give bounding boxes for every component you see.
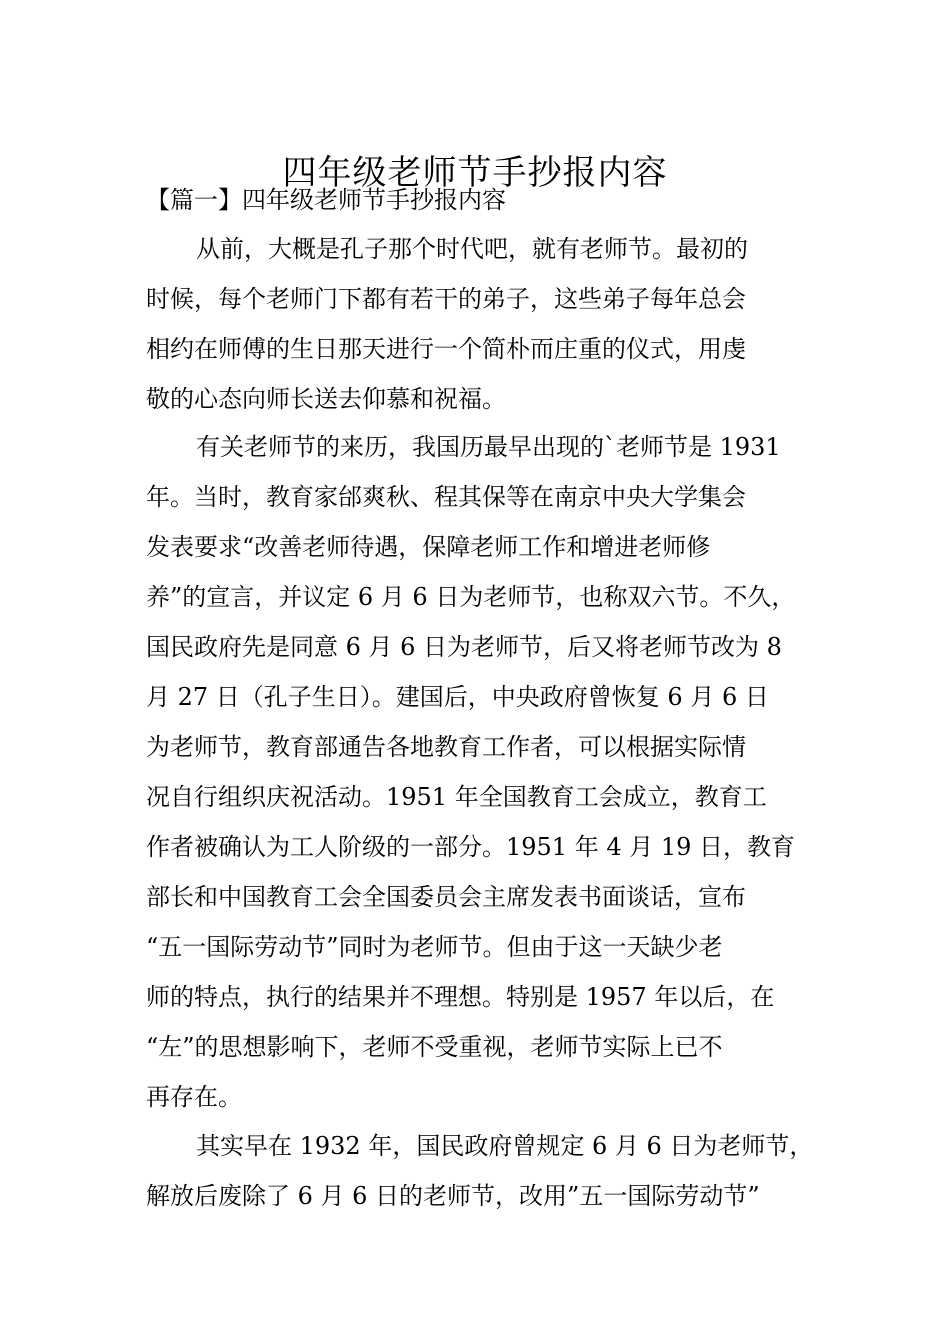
paragraph-line: 时候，每个老师门下都有若干的弟子，这些弟子每年总会 xyxy=(146,285,746,313)
paragraph-line: 国民政府先是同意 6 月 6 日为老师节，后又将老师节改为 8 xyxy=(146,633,782,661)
paragraph-line: 部长和中国教育工会全国委员会主席发表书面谈话，宣布 xyxy=(146,883,746,911)
document-title: 四年级老师节手抄报内容 xyxy=(282,152,668,193)
paragraph-line: 相约在师傅的生日那天进行一个简朴而庄重的仪式，用虔 xyxy=(146,335,746,363)
paragraph-line: “左”的思想影响下，老师不受重视，老师节实际上已不 xyxy=(146,1033,723,1061)
paragraph-line: 再存在。 xyxy=(146,1083,242,1111)
paragraph-line: 作者被确认为工人阶级的一部分。1951 年 4 月 19 日，教育 xyxy=(146,833,796,861)
paragraph-line: 有关老师节的来历，我国历最早出现的`老师节是 1931 xyxy=(196,433,781,461)
paragraph-line: 从前，大概是孔子那个时代吧，就有老师节。最初的 xyxy=(196,235,748,263)
paragraph-line: 其实早在 1932 年，国民政府曾规定 6 月 6 日为老师节， xyxy=(196,1132,814,1160)
paragraph-line: 月 27 日（孔子生日）。建国后，中央政府曾恢复 6 月 6 日 xyxy=(146,683,769,711)
paragraph-line: 养”的宣言，并议定 6 月 6 日为老师节，也称双六节。不久， xyxy=(146,583,796,611)
paragraph-line: 解放后废除了 6 月 6 日的老师节，改用”五一国际劳动节” xyxy=(146,1182,760,1210)
paragraph-line: 况自行组织庆祝活动。1951 年全国教育工会成立，教育工 xyxy=(146,783,767,811)
paragraph-3 xyxy=(146,1121,826,1221)
paragraph-line: 为老师节，教育部通告各地教育工作者，可以根据实际情 xyxy=(146,733,746,761)
paragraph-line: 发表要求“改善老师待遇，保障老师工作和增进老师修 xyxy=(146,533,711,561)
paragraph-line: 师的特点，执行的结果并不理想。特别是 1957 年以后，在 xyxy=(146,983,775,1011)
paragraph-line: “五一国际劳动节”同时为老师节。但由于这一天缺少老 xyxy=(146,933,723,961)
paragraph-1 xyxy=(146,224,826,424)
paragraph-line: 敬的心态向师长送去仰慕和祝福。 xyxy=(146,385,506,413)
paragraph-line: 年。当时，教育家邰爽秋、程其保等在南京中央大学集会 xyxy=(146,483,746,511)
paragraph-2 xyxy=(146,422,826,1122)
section-heading: 【篇一】四年级老师节手抄报内容 xyxy=(146,186,506,214)
